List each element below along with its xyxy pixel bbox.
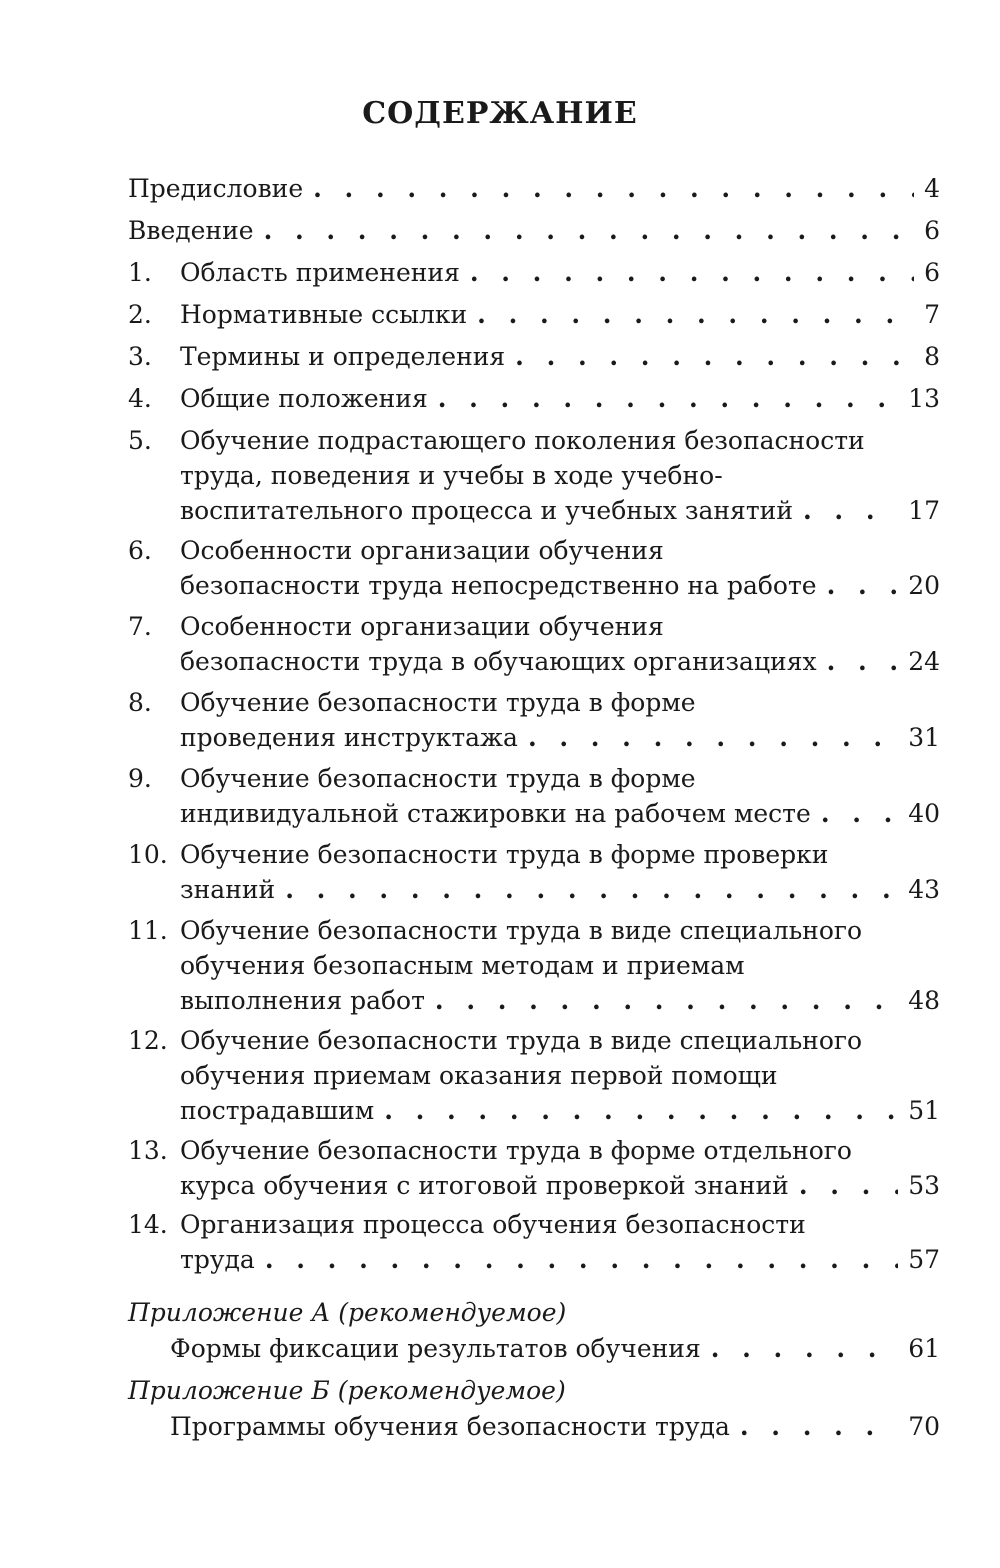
- toc-entry-line: [180, 949, 745, 983]
- toc-entry-line: [180, 721, 940, 755]
- toc-page-number: 48: [908, 986, 940, 1015]
- toc-page-number: 40: [908, 799, 940, 828]
- toc-page-number: 43: [908, 875, 940, 904]
- toc-entry-text: выполнения работ: [180, 986, 425, 1015]
- dot-leader: [528, 721, 898, 755]
- toc-entry-line: [180, 838, 828, 872]
- appendix-entry-line: [170, 1332, 940, 1366]
- toc-entry-number: 6.: [128, 536, 152, 565]
- toc-entry-text: обучения безопасным методам и приемам: [180, 951, 745, 980]
- toc-page-number: 51: [908, 1096, 940, 1125]
- dot-leader: [285, 873, 898, 907]
- dot-leader: [438, 382, 898, 416]
- toc-entry-line: [180, 873, 940, 907]
- toc-entry-line: [180, 914, 862, 948]
- toc-page-number: 20: [908, 571, 940, 600]
- toc-entry-text: Обучение безопасности труда в виде специального: [180, 1026, 863, 1055]
- toc-entry-text: Обучение безопасности труда в форме отдельного: [180, 1136, 852, 1165]
- toc-entry-text: Введение: [128, 216, 254, 245]
- toc-entry-number: 5.: [128, 426, 152, 455]
- toc-entry-line: [180, 610, 664, 644]
- toc-page-number: 13: [908, 384, 940, 413]
- toc-entry-line: [180, 459, 723, 493]
- toc-entry-number: 3.: [128, 342, 152, 371]
- toc-entry-text: Область применения: [180, 258, 460, 287]
- dot-leader: [711, 1332, 898, 1366]
- toc-page-number: 7: [924, 300, 940, 329]
- toc-entry-text: проведения инструктажа: [180, 723, 518, 752]
- toc-entry-line: [180, 1059, 778, 1093]
- toc-entry-text: курса обучения с итоговой проверкой знаний: [180, 1171, 789, 1200]
- appendix-entry-line: [170, 1410, 940, 1444]
- toc-page-number: 31: [908, 723, 940, 752]
- toc-entry-text: знаний: [180, 875, 276, 904]
- toc-entry-text: Нормативные ссылки: [180, 300, 468, 329]
- toc-entry-text: пострадавшим: [180, 1096, 375, 1125]
- toc-entry-text: воспитательного процесса и учебных занятий: [180, 496, 793, 525]
- dot-leader: [827, 645, 899, 679]
- toc-entry-text: труда, поведения и учебы в ходе учебно-: [180, 461, 723, 490]
- toc-entry-number: 10.: [128, 840, 168, 869]
- toc-entry-text: Общие положения: [180, 384, 428, 413]
- toc-entry-line: [180, 762, 696, 796]
- toc-entry-text: обучения приемам оказания первой помощи: [180, 1061, 778, 1090]
- toc-entry-number: 2.: [128, 300, 152, 329]
- toc-entry-line: [180, 1134, 852, 1168]
- toc-entry-number: 9.: [128, 764, 152, 793]
- toc-entry-line: [180, 1094, 940, 1128]
- toc-entry-text: Обучение подрастающего поколения безопасности: [180, 426, 865, 455]
- toc-entry-line: [180, 569, 940, 603]
- dot-leader: [384, 1094, 898, 1128]
- dot-leader: [470, 256, 914, 290]
- toc-page-number: 4: [924, 174, 940, 203]
- dot-leader: [799, 1169, 898, 1203]
- toc-entry-line: [180, 382, 940, 416]
- toc-entry-number: 7.: [128, 612, 152, 641]
- toc-page-number: 17: [908, 496, 940, 525]
- toc-page-number: 8: [924, 342, 940, 371]
- toc-entry-line: [128, 172, 940, 206]
- dot-leader: [515, 340, 914, 374]
- page-title: СОДЕРЖАНИЕ: [362, 96, 638, 131]
- toc-entry-number: 11.: [128, 916, 168, 945]
- appendix-heading: Приложение А (рекомендуемое): [128, 1298, 567, 1327]
- toc-entry-line: [180, 494, 940, 528]
- toc-entry-number: 4.: [128, 384, 152, 413]
- toc-entry-line: [180, 1208, 806, 1242]
- toc-entry-line: [180, 340, 940, 374]
- toc-entry-number: 12.: [128, 1026, 168, 1055]
- toc-entry-number: 1.: [128, 258, 152, 287]
- toc-entry-line: [180, 298, 940, 332]
- toc-entry-text: Особенности организации обучения: [180, 536, 664, 565]
- dot-leader: [313, 172, 914, 206]
- toc-entry-text: Термины и определения: [180, 342, 506, 371]
- dot-leader: [477, 298, 914, 332]
- toc-entry-line: [180, 534, 664, 568]
- toc-entry-line: [180, 424, 865, 458]
- toc-entry-text: Обучение безопасности труда в форме: [180, 688, 696, 717]
- appendix-title: Формы фиксации результатов обучения: [170, 1334, 701, 1363]
- toc-entry-line: [180, 1243, 940, 1277]
- toc-entry-text: труда: [180, 1245, 255, 1274]
- dot-leader: [264, 214, 915, 248]
- toc-page-number: 61: [908, 1334, 940, 1363]
- toc-entry-text: Организация процесса обучения безопасности: [180, 1210, 806, 1239]
- toc-entry-text: Предисловие: [128, 174, 304, 203]
- toc-entry-line: [128, 214, 940, 248]
- toc-entry-text: Обучение безопасности труда в форме проверки: [180, 840, 829, 869]
- toc-page-number: 6: [924, 258, 940, 287]
- toc-entry-line: [180, 797, 940, 831]
- toc-entry-text: Обучение безопасности труда в форме: [180, 764, 696, 793]
- toc-entry-number: 14.: [128, 1210, 168, 1239]
- toc-entry-line: [180, 686, 696, 720]
- appendix-heading: Приложение Б (рекомендуемое): [128, 1376, 566, 1405]
- dot-leader: [265, 1243, 898, 1277]
- toc-entry-text: индивидуальной стажировки на рабочем месте: [180, 799, 811, 828]
- toc-page-number: 53: [908, 1171, 940, 1200]
- toc-page-number: 57: [908, 1245, 940, 1274]
- toc-entry-text: Обучение безопасности труда в виде специального: [180, 916, 863, 945]
- appendix-title: Программы обучения безопасности труда: [170, 1412, 730, 1441]
- dot-leader: [435, 984, 898, 1018]
- dot-leader: [740, 1410, 898, 1444]
- toc-entry-text: безопасности труда в обучающих организациях: [180, 647, 817, 676]
- toc-entry-text: Особенности организации обучения: [180, 612, 664, 641]
- toc-entry-line: [180, 256, 940, 290]
- toc-page-number: 6: [924, 216, 940, 245]
- dot-leader: [821, 797, 898, 831]
- toc-entry-line: [180, 1169, 940, 1203]
- toc-entry-line: [180, 984, 940, 1018]
- toc-entry-line: [180, 645, 940, 679]
- toc-entry-number: 8.: [128, 688, 152, 717]
- dot-leader: [827, 569, 899, 603]
- toc-entry-text: безопасности труда непосредственно на работе: [180, 571, 817, 600]
- dot-leader: [803, 494, 898, 528]
- toc-entry-number: 13.: [128, 1136, 168, 1165]
- toc-page-number: 70: [908, 1412, 940, 1441]
- toc-page-number: 24: [908, 647, 940, 676]
- toc-entry-line: [180, 1024, 862, 1058]
